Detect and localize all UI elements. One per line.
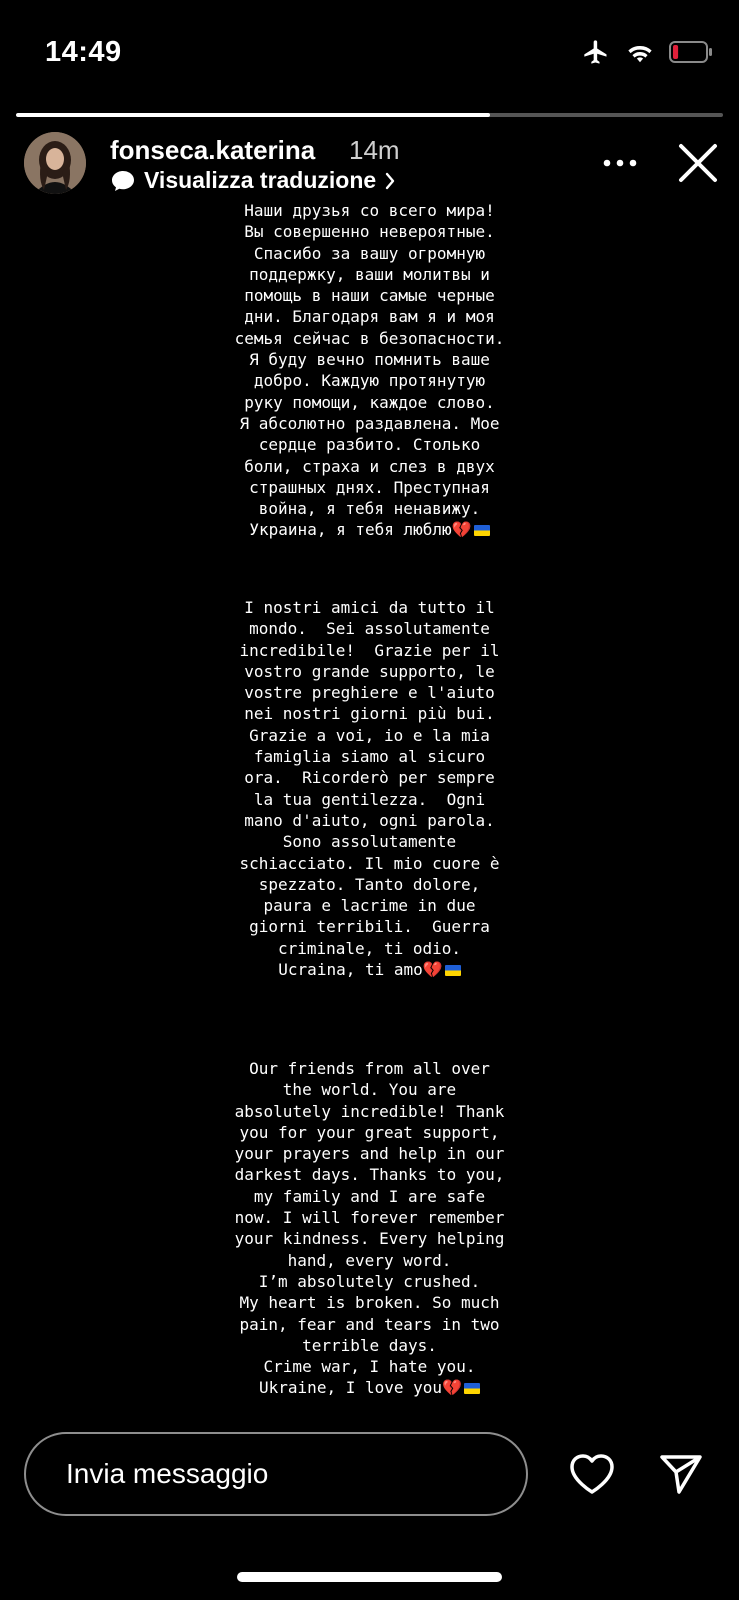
story-progress-bar — [16, 113, 723, 117]
send-button[interactable] — [658, 1452, 704, 1501]
status-time: 14:49 — [45, 36, 122, 68]
view-translation-link[interactable] — [110, 167, 396, 194]
paper-plane-icon — [658, 1452, 704, 1496]
home-indicator[interactable] — [237, 1572, 502, 1582]
speech-bubble-icon — [110, 169, 136, 193]
airplane-mode-icon — [581, 38, 611, 66]
ukraine-flag-icon — [445, 965, 461, 976]
username[interactable]: fonseca.katerina — [110, 135, 316, 165]
broken-heart-emoji: 💔 — [451, 520, 472, 540]
broken-heart-emoji: 💔 — [422, 960, 443, 980]
close-icon — [675, 140, 721, 186]
heart-icon — [568, 1452, 616, 1496]
story-text-english-body: Our friends from all over the world. You are absolutely incredible! Thank you for your great support, your prayers and help in our darkest days. Thanks to you, my family and I are safe now. I will forever remember your kindness. Every helping hand, every word. I’m absolutely crushed. My heart is broken. So much pain, fear and tears in two terrible days. Crime war, I hate you. Ukraine, I love you — [234, 1059, 505, 1398]
story-progress-fill — [16, 113, 490, 117]
more-options-button[interactable] — [602, 148, 638, 178]
story-text-english — [0, 1058, 739, 1399]
story-text-russian-body: Наши друзья со всего мира! Вы совершенно невероятные. Спасибо за вашу огромную поддержку, ваши молитвы и помощь в наши самые черные дни. Благодаря вам я и моя семья сейчас в безопасности. Я буду вечно помнить ваше добро. Каждую протянутую руку помощи, каждое слово. Я абсолютно раздавлена. Мое сердце разбито. Столько боли, страха и слез в двух страшных днях. Преступная война, я тебя ненавижу. Украина, я тебя люблю — [234, 201, 505, 540]
story-text-russian — [0, 200, 739, 541]
battery-icon — [669, 41, 713, 63]
send-message-input[interactable] — [24, 1432, 528, 1516]
ukraine-flag-icon — [474, 525, 490, 536]
chevron-right-icon — [384, 171, 396, 191]
story-age: 14m — [349, 135, 400, 165]
more-dots-icon — [602, 148, 638, 178]
avatar[interactable] — [24, 132, 86, 194]
story-text-italian — [0, 597, 739, 980]
broken-heart-emoji: 💔 — [442, 1378, 462, 1398]
status-bar — [0, 0, 739, 110]
story-header — [0, 130, 739, 200]
like-button[interactable] — [568, 1452, 616, 1501]
story-footer — [0, 1430, 739, 1520]
status-icons — [581, 38, 713, 66]
wifi-icon — [625, 40, 655, 64]
ukraine-flag-icon — [464, 1383, 480, 1394]
view-translation-label: Visualizza traduzione — [144, 167, 377, 193]
story-text-italian-body: I nostri amici da tutto il mondo. Sei assolutamente incredibile! Grazie per il vostro grande supporto, le vostre preghiere e l'aiuto nei nostri giorni più bui. Grazie a voi, io e la mia famiglia siamo al sicuro ora. Ricorderò per sempre la tua gentilezza. Ogni mano d'aiuto, ogni parola. Sono assolutamente schiacciato. Il mio cuore è spezzato. Tanto dolore, paura e lacrime in due giorni terribili. Guerra criminale, ti odio. Ucraina, ti amo — [239, 598, 500, 980]
close-button[interactable] — [675, 140, 721, 186]
send-message-placeholder: Invia messaggio — [66, 1458, 269, 1489]
